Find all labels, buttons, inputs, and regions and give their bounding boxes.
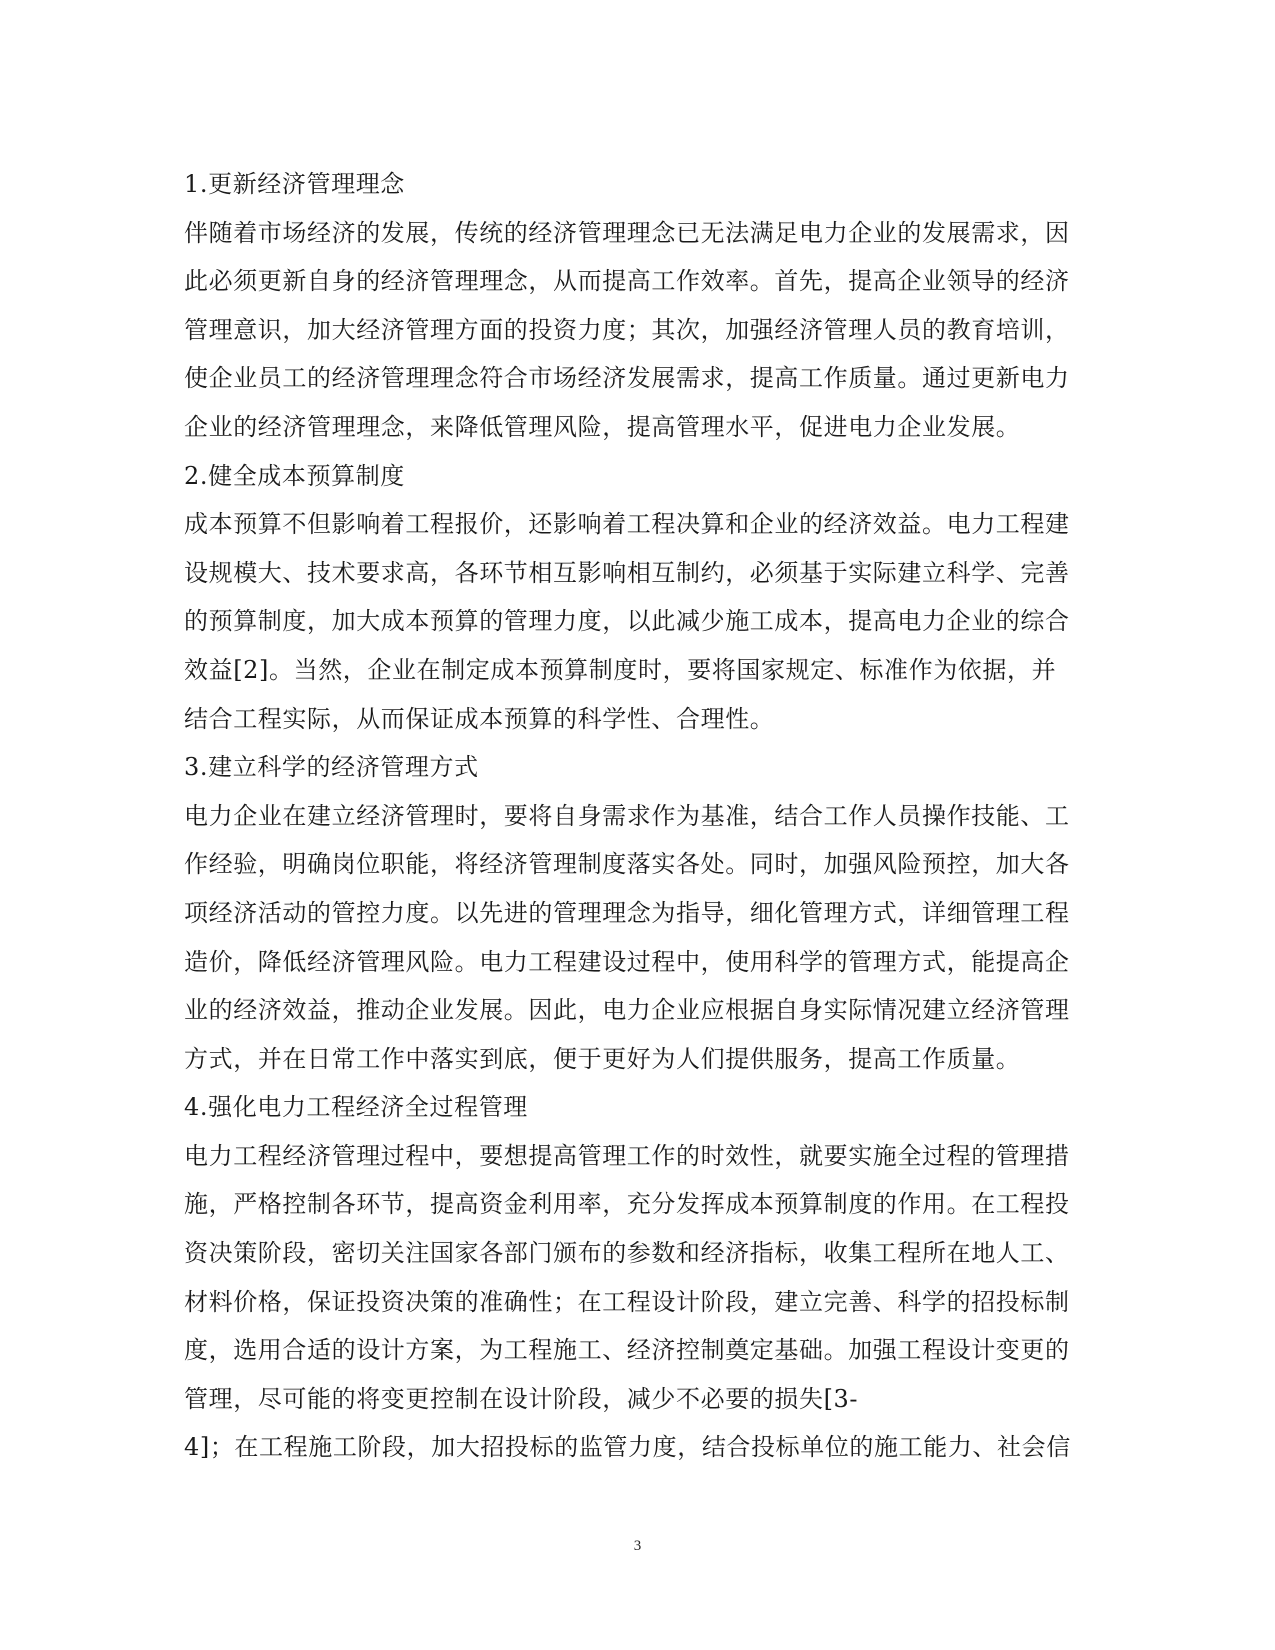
section-heading-4: 4.强化电力工程经济全过程管理 <box>184 1093 528 1122</box>
paragraph-line: 资决策阶段，密切关注国家各部门颁布的参数和经济指标，收集工程所在地人工、 <box>184 1239 1070 1268</box>
paragraph-line: 度，选用合适的设计方案，为工程施工、经济控制奠定基础。加强工程设计变更的 <box>184 1336 1070 1365</box>
paragraph-line: 造价，降低经济管理风险。电力工程建设过程中，使用科学的管理方式，能提高企 <box>184 947 1070 976</box>
paragraph-line: 此必须更新自身的经济管理理念，从而提高工作效率。首先，提高企业领导的经济 <box>184 267 1070 296</box>
paragraph-line: 成本预算不但影响着工程报价，还影响着工程决算和企业的经济效益。电力工程建 <box>184 510 1070 539</box>
paragraph-line: 4]；在工程施工阶段，加大招投标的监管力度，结合投标单位的施工能力、社会信 <box>184 1433 1071 1462</box>
paragraph-line: 使企业员工的经济管理理念符合市场经济发展需求，提高工作质量。通过更新电力 <box>184 364 1070 393</box>
paragraph-line: 方式，并在日常工作中落实到底，便于更好为人们提供服务，提高工作质量。 <box>184 1044 1021 1073</box>
paragraph-line: 材料价格，保证投资决策的准确性；在工程设计阶段，建立完善、科学的招投标制 <box>184 1287 1070 1316</box>
document-body <box>184 160 1090 1472</box>
paragraph-line: 设规模大、技术要求高，各环节相互影响相互制约，必须基于实际建立科学、完善 <box>184 558 1070 587</box>
paragraph-line: 业的经济效益，推动企业发展。因此，电力企业应根据自身实际情况建立经济管理 <box>184 996 1070 1025</box>
paragraph-line: 的预算制度，加大成本预算的管理力度，以此减少施工成本，提高电力企业的综合 <box>184 607 1070 636</box>
paragraph-line: 效益[2]。当然，企业在制定成本预算制度时，要将国家规定、标准作为依据，并 <box>184 655 1057 684</box>
section-heading-3: 3.建立科学的经济管理方式 <box>184 753 479 782</box>
paragraph-line: 结合工程实际，从而保证成本预算的科学性、合理性。 <box>184 704 775 733</box>
paragraph-line: 电力企业在建立经济管理时，要将自身需求作为基准，结合工作人员操作技能、工 <box>184 801 1070 830</box>
section-heading-2: 2.健全成本预算制度 <box>184 461 405 490</box>
paragraph-line: 施，严格控制各环节，提高资金利用率，充分发挥成本预算制度的作用。在工程投 <box>184 1190 1070 1219</box>
paragraph-line: 电力工程经济管理过程中，要想提高管理工作的时效性，就要实施全过程的管理措 <box>184 1141 1070 1170</box>
paragraph-line: 项经济活动的管控力度。以先进的管理理念为指导，细化管理方式，详细管理工程 <box>184 898 1070 927</box>
paragraph-line: 企业的经济管理理念，来降低管理风险，提高管理水平，促进电力企业发展。 <box>184 412 1021 441</box>
section-heading-1: 1.更新经济管理理念 <box>184 170 405 198</box>
paragraph-line: 管理，尽可能的将变更控制在设计阶段，减少不必要的损失[3- <box>184 1384 859 1413</box>
page-number: 3 <box>633 1538 642 1554</box>
paragraph-line: 作经验，明确岗位职能，将经济管理制度落实各处。同时，加强风险预控，加大各 <box>184 850 1070 879</box>
paragraph-line: 伴随着市场经济的发展，传统的经济管理理念已无法满足电力企业的发展需求，因 <box>184 218 1070 247</box>
paragraph-line: 管理意识，加大经济管理方面的投资力度；其次，加强经济管理人员的教育培训， <box>184 315 1070 344</box>
